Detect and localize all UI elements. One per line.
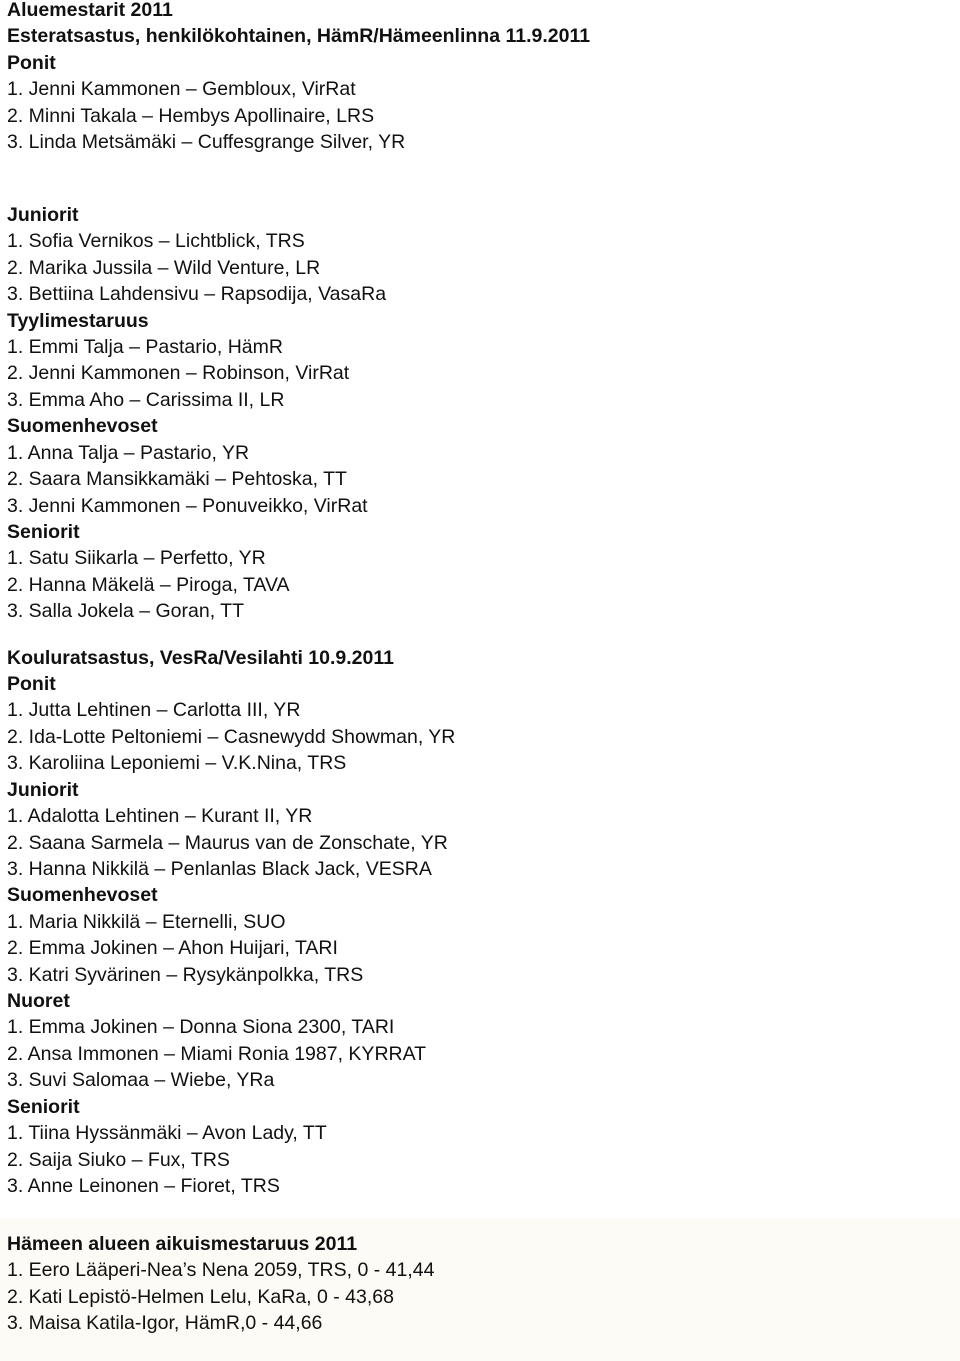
result-line: 3. Emma Aho – Carissima II, LR [7, 389, 285, 411]
result-line: 3. Karoliina Leponiemi – V.K.Nina, TRS [7, 752, 347, 774]
result-line: 2. Saija Siuko – Fux, TRS [7, 1149, 230, 1171]
result-line: 1. Jenni Kammonen – Gembloux, VirRat [7, 78, 356, 100]
result-line: 3. Bettiina Lahdensivu – Rapsodija, VasaRa [7, 283, 387, 305]
result-line: 2. Ansa Immonen – Miami Ronia 1987, KYRRAT [7, 1043, 427, 1065]
result-line: 2. Minni Takala – Hembys Apollinaire, LRS [7, 105, 375, 127]
result-line: 3. Maisa Katila-Igor, HämR,0 - 44,66 [7, 1312, 323, 1334]
category-heading: Seniorit [7, 1096, 80, 1118]
result-line: 1. Emmi Talja – Pastario, HämR [7, 336, 283, 358]
result-line: 2. Saana Sarmela – Maurus van de Zonschate, YR [7, 832, 448, 854]
result-line: 3. Salla Jokela – Goran, TT [7, 600, 245, 622]
category-heading: Nuoret [7, 990, 70, 1012]
result-line: 3. Hanna Nikkilä – Penlanlas Black Jack, VESRA [7, 858, 432, 880]
result-line: 2. Hanna Mäkelä – Piroga, TAVA [7, 574, 290, 596]
result-line: 3. Suvi Salomaa – Wiebe, YRa [7, 1069, 275, 1091]
result-line: 2. Jenni Kammonen – Robinson, VirRat [7, 362, 350, 384]
result-line: 3. Katri Syvärinen – Rysykänpolkka, TRS [7, 964, 364, 986]
result-line: 1. Adalotta Lehtinen – Kurant II, YR [7, 805, 313, 827]
result-line: 1. Satu Siikarla – Perfetto, YR [7, 547, 266, 569]
category-heading: Juniorit [7, 204, 79, 226]
result-line: 2. Kati Lepistö-Helmen Lelu, KaRa, 0 - 43,68 [7, 1286, 394, 1308]
result-line: 1. Emma Jokinen – Donna Siona 2300, TARI [7, 1016, 395, 1038]
result-line: 1. Sofia Vernikos – Lichtblick, TRS [7, 230, 305, 252]
result-line: 3. Linda Metsämäki – Cuffesgrange Silver, YR [7, 131, 406, 153]
event-title: Esteratsastus, henkilökohtainen, HämR/Hämeenlinna 11.9.2011 [7, 25, 591, 47]
event-title: Hämeen alueen aikuismestaruus 2011 [7, 1233, 358, 1255]
category-heading: Suomenhevoset [7, 884, 158, 906]
result-line: 1. Eero Lääperi-Nea’s Nena 2059, TRS, 0 - 41,44 [7, 1259, 435, 1281]
result-line: 2. Saara Mansikkamäki – Pehtoska, TT [7, 468, 347, 490]
event-title: Kouluratsastus, VesRa/Vesilahti 10.9.2011 [7, 647, 394, 669]
category-heading: Ponit [7, 673, 56, 695]
category-heading: Ponit [7, 52, 56, 74]
result-line: 2. Ida-Lotte Peltoniemi – Casnewydd Showman, YR [7, 726, 456, 748]
result-line: 2. Marika Jussila – Wild Venture, LR [7, 257, 321, 279]
page-title: Aluemestarit 2011 [7, 0, 173, 21]
category-heading: Seniorit [7, 521, 80, 543]
result-line: 3. Jenni Kammonen – Ponuveikko, VirRat [7, 495, 368, 517]
result-line: 1. Jutta Lehtinen – Carlotta III, YR [7, 699, 301, 721]
category-heading: Tyylimestaruus [7, 310, 149, 332]
result-line: 1. Maria Nikkilä – Eternelli, SUO [7, 911, 286, 933]
result-line: 1. Anna Talja – Pastario, YR [7, 442, 250, 464]
category-heading: Suomenhevoset [7, 415, 158, 437]
result-line: 1. Tiina Hyssänmäki – Avon Lady, TT [7, 1122, 327, 1144]
category-heading: Juniorit [7, 779, 79, 801]
result-line: 3. Anne Leinonen – Fioret, TRS [7, 1175, 280, 1197]
result-line: 2. Emma Jokinen – Ahon Huijari, TARI [7, 937, 338, 959]
